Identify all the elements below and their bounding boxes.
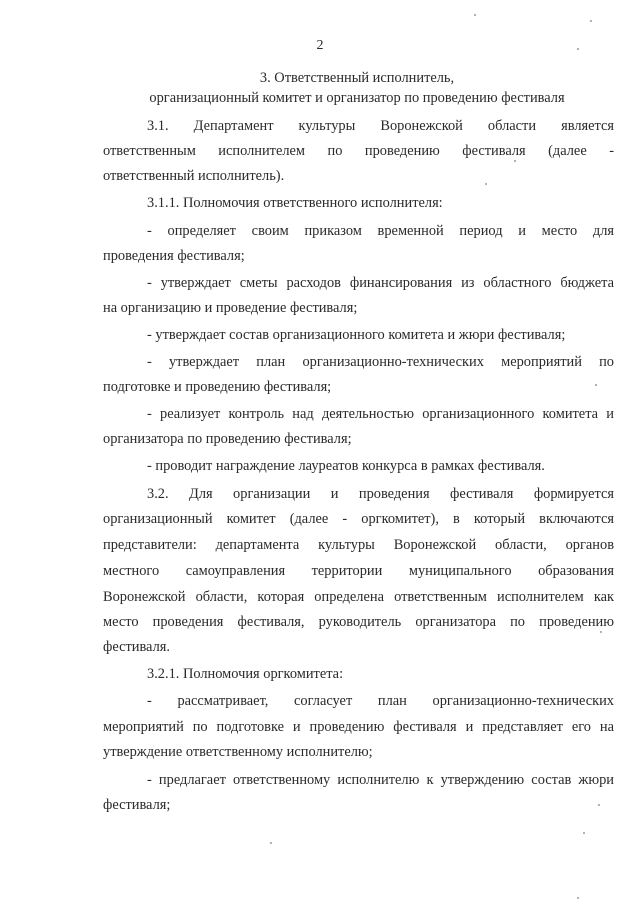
paragraph-line: мероприятий по подготовке и проведению фестиваля и представляет его на (103, 719, 614, 735)
section-title (100, 68, 614, 108)
paragraph-line: ответственным исполнителем по проведению фестиваля (далее - (103, 143, 614, 159)
paragraph-line: - рассматривает, согласует план организационно-технических (147, 693, 614, 709)
paragraph-line: - утверждает сметы расходов финансирования из областного бюджета (147, 275, 614, 291)
paragraph-line: организатора по проведению фестиваля; (103, 431, 352, 447)
scan-speck (590, 20, 592, 22)
section-title-line-2: организационный комитет и организатор по проведению фестиваля (149, 90, 565, 106)
paragraph-line: 3.1. Департамент культуры Воронежской области является (147, 118, 614, 134)
paragraph-line: - утверждает состав организационного комитета и жюри фестиваля; (147, 327, 566, 343)
scan-speck (595, 384, 597, 386)
paragraph-line: представители: департамента культуры Воронежской области, органов (103, 537, 614, 553)
scan-speck (577, 897, 579, 899)
paragraph-line: проведения фестиваля; (103, 248, 245, 264)
paragraph-line: Воронежской области, которая определена ответственным исполнителем как (103, 589, 614, 605)
paragraph-line: место проведения фестиваля, руководитель организатора по проведению (103, 614, 614, 630)
paragraph-line: местного самоуправления территории муниципального образования (103, 563, 614, 579)
paragraph-line: подготовке и проведению фестиваля; (103, 379, 332, 395)
scan-speck (583, 832, 585, 834)
scan-speck (474, 14, 476, 16)
section-title-line-1: 3. Ответственный исполнитель, (259, 70, 455, 86)
scan-speck (598, 804, 600, 806)
scan-speck (514, 160, 516, 162)
paragraph-line: - реализует контроль над деятельностью организационного комитета и (147, 406, 614, 422)
paragraph-line: 3.2.1. Полномочия оргкомитета: (147, 666, 344, 682)
paragraph-line: 3.1.1. Полномочия ответственного исполнителя: (147, 195, 443, 211)
paragraph-line: на организацию и проведение фестиваля; (103, 300, 358, 316)
paragraph-line: организационный комитет (далее - оргкомитет), в который включаются (103, 511, 614, 527)
scan-speck (577, 48, 579, 50)
paragraph-line: фестиваля; (103, 797, 171, 813)
paragraph-line: утверждение ответственному исполнителю; (103, 744, 373, 760)
paragraph-line: - проводит награждение лауреатов конкурса в рамках фестиваля. (147, 458, 545, 474)
paragraph-line: - предлагает ответственному исполнителю к утверждению состав жюри (147, 772, 614, 788)
scan-speck (270, 842, 272, 844)
paragraph-line: ответственный исполнитель). (103, 168, 285, 184)
scan-speck (600, 631, 602, 633)
paragraph-line: - утверждает план организационно-технических мероприятий по (147, 354, 614, 370)
paragraph-line: - определяет своим приказом временной период и место для (147, 223, 614, 239)
page-number: 2 (316, 38, 324, 53)
paragraph-line: фестиваля. (103, 639, 170, 655)
scan-speck (485, 183, 487, 185)
paragraph-line: 3.2. Для организации и проведения фестиваля формируется (147, 486, 614, 502)
